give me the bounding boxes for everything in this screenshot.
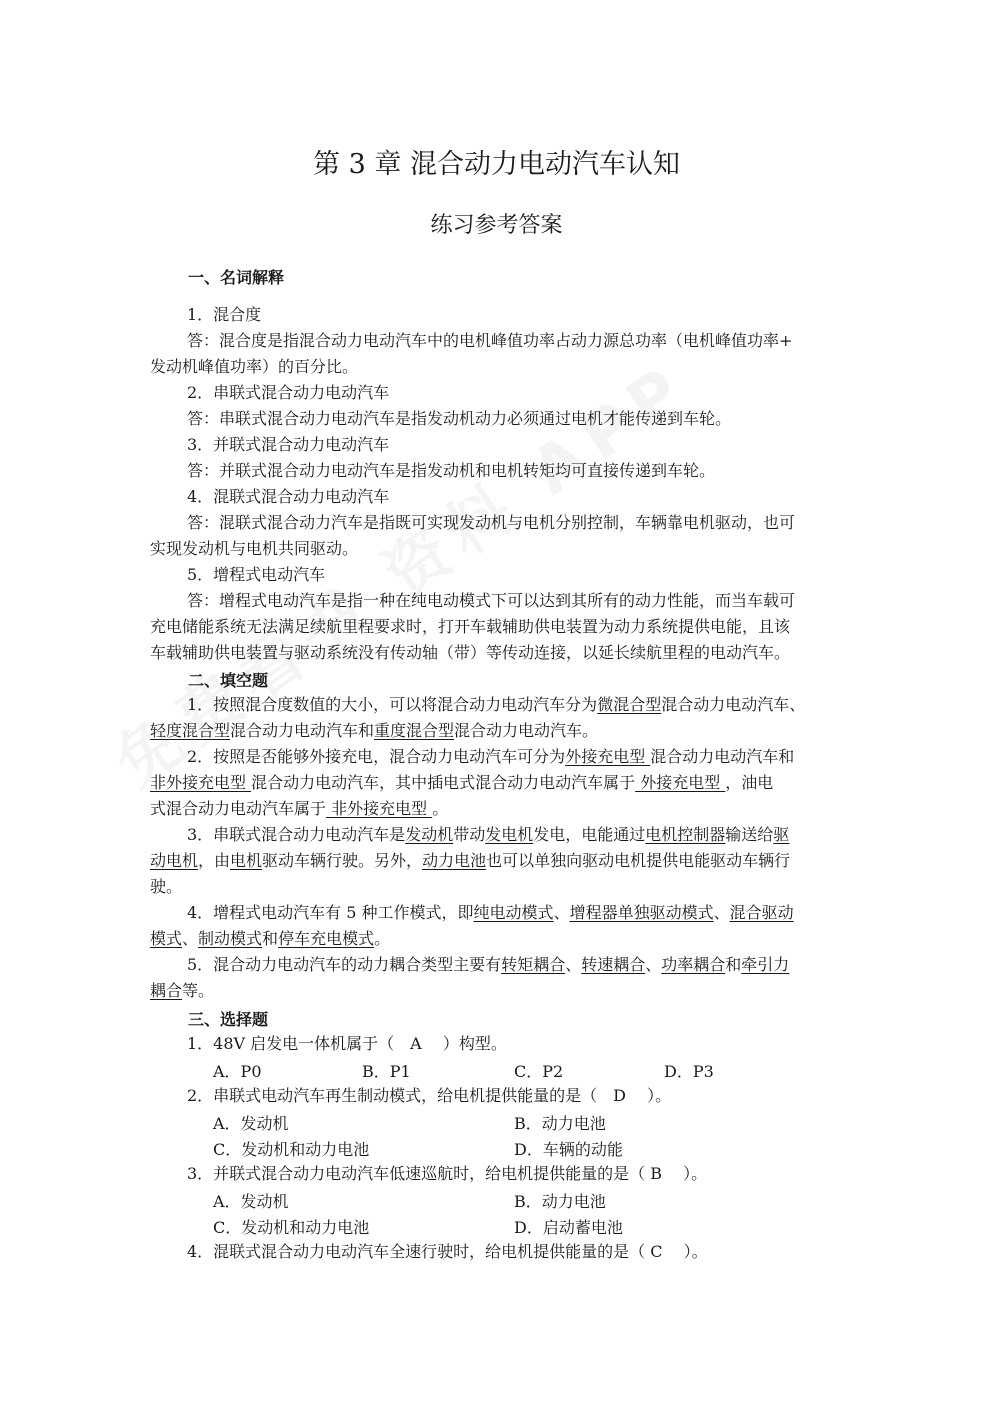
answer-line: 答：串联式混合动力电动汽车是指发动机动力必须通过电机才能传递到车轮。 [187, 409, 732, 428]
option-d: D．P3 [664, 1062, 714, 1081]
fill-line: 5．混合动力电动汽车的动力耦合类型主要有转矩耦合、转速耦合、功率耦合和牵引力 [187, 955, 790, 974]
option-d: D．车辆的动能 [514, 1140, 623, 1159]
option-a: A．发动机 [213, 1114, 289, 1133]
fill-line: 模式、制动模式和停车充电模式。 [150, 929, 391, 948]
option-d: D．启动蓄电池 [514, 1218, 623, 1237]
fill-line: 1．按照混合度数值的大小，可以将混合动力电动汽车分为微混合型混合动力电动汽车、 [187, 695, 806, 714]
fill-line: 驶。 [150, 877, 183, 896]
fill-line: 动电机，由电机驱动车辆行驶。另外，动力电池也可以单独向驱动电机提供电能驱动车辆行 [150, 851, 791, 870]
option-c: C．发动机和动力电池 [213, 1140, 370, 1159]
answer-line: 发动机峰值功率）的百分比。 [150, 357, 359, 376]
section-heading: 二、填空题 [188, 671, 269, 690]
option-c: C．发动机和动力电池 [213, 1218, 370, 1237]
fill-line: 3．串联式混合动力电动汽车是发动机带动发电机发电，电能通过电机控制器输送给驱 [187, 825, 790, 844]
fill-line: 轻度混合型混合动力电动汽车和重度混合型混合动力电动汽车。 [150, 721, 599, 740]
section-heading: 一、名词解释 [188, 268, 285, 287]
answer-line: 答：增程式电动汽车是指一种在纯电动模式下可以达到其所有的动力性能，而当车载可 [187, 591, 796, 610]
term-title: 4．混联式混合动力电动汽车 [187, 487, 390, 506]
answer-line: 答：并联式混合动力电动汽车是指发动机和电机转矩均可直接传递到车轮。 [187, 461, 716, 480]
subtitle: 练习参考答案 [430, 213, 563, 238]
fill-line: 耦合等。 [150, 981, 215, 1000]
question-line: 3．并联式混合动力电动汽车低速巡航时，给电机提供能量的是（ B ）。 [187, 1164, 708, 1183]
term-title: 1．混合度 [187, 305, 262, 324]
fill-line: 非外接充电型 混合动力电动汽车，其中插电式混合动力电动汽车属于 外接充电型 ，油电 [150, 773, 774, 792]
answer-line: 答：混合度是指混合动力电动汽车中的电机峰值功率占动力源总功率（电机峰值功率+ [187, 331, 793, 350]
term-title: 3．并联式混合动力电动汽车 [187, 435, 390, 454]
question-line: 2．串联式电动汽车再生制动模式，给电机提供能量的是（ D ）。 [187, 1086, 672, 1105]
option-b: B．动力电池 [514, 1192, 606, 1211]
option-c: C．P2 [514, 1062, 564, 1081]
section-heading: 三、选择题 [188, 1010, 269, 1029]
question-line: 1．48V 启发电一体机属于（ A ）构型。 [187, 1034, 507, 1053]
option-b: B．P1 [362, 1062, 411, 1081]
answer-line: 充电储能系统无法满足续航里程要求时，打开车载辅助供电装置为动力系统提供电能，且该 [150, 617, 791, 636]
chapter-title: 第 3 章 混合动力电动汽车认知 [313, 149, 680, 180]
option-a: A．P0 [213, 1062, 262, 1081]
option-b: B．动力电池 [514, 1114, 606, 1133]
fill-line: 2．按照是否能够外接充电，混合动力电动汽车可分为外接充电型 混合动力电动汽车和 [187, 747, 795, 766]
fill-line: 4．增程式电动汽车有 5 种工作模式，即纯电动模式、增程器单独驱动模式、混合驱动 [187, 903, 794, 922]
term-title: 2．串联式混合动力电动汽车 [187, 383, 390, 402]
answer-line: 车载辅助供电装置与驱动系统没有传动轴（带）等传动连接，以延长续航里程的电动汽车。 [150, 643, 791, 662]
term-title: 5．增程式电动汽车 [187, 565, 326, 584]
answer-line: 答：混联式混合动力汽车是指既可实现发动机与电机分别控制，车辆靠电机驱动，也可 [187, 513, 796, 532]
answer-line: 实现发动机与电机共同驱动。 [150, 539, 359, 558]
fill-line: 式混合动力电动汽车属于 非外接充电型 。 [150, 799, 449, 818]
question-line: 4．混联式混合动力电动汽车全速行驶时，给电机提供能量的是（ C ）。 [187, 1242, 708, 1261]
option-a: A．发动机 [213, 1192, 289, 1211]
